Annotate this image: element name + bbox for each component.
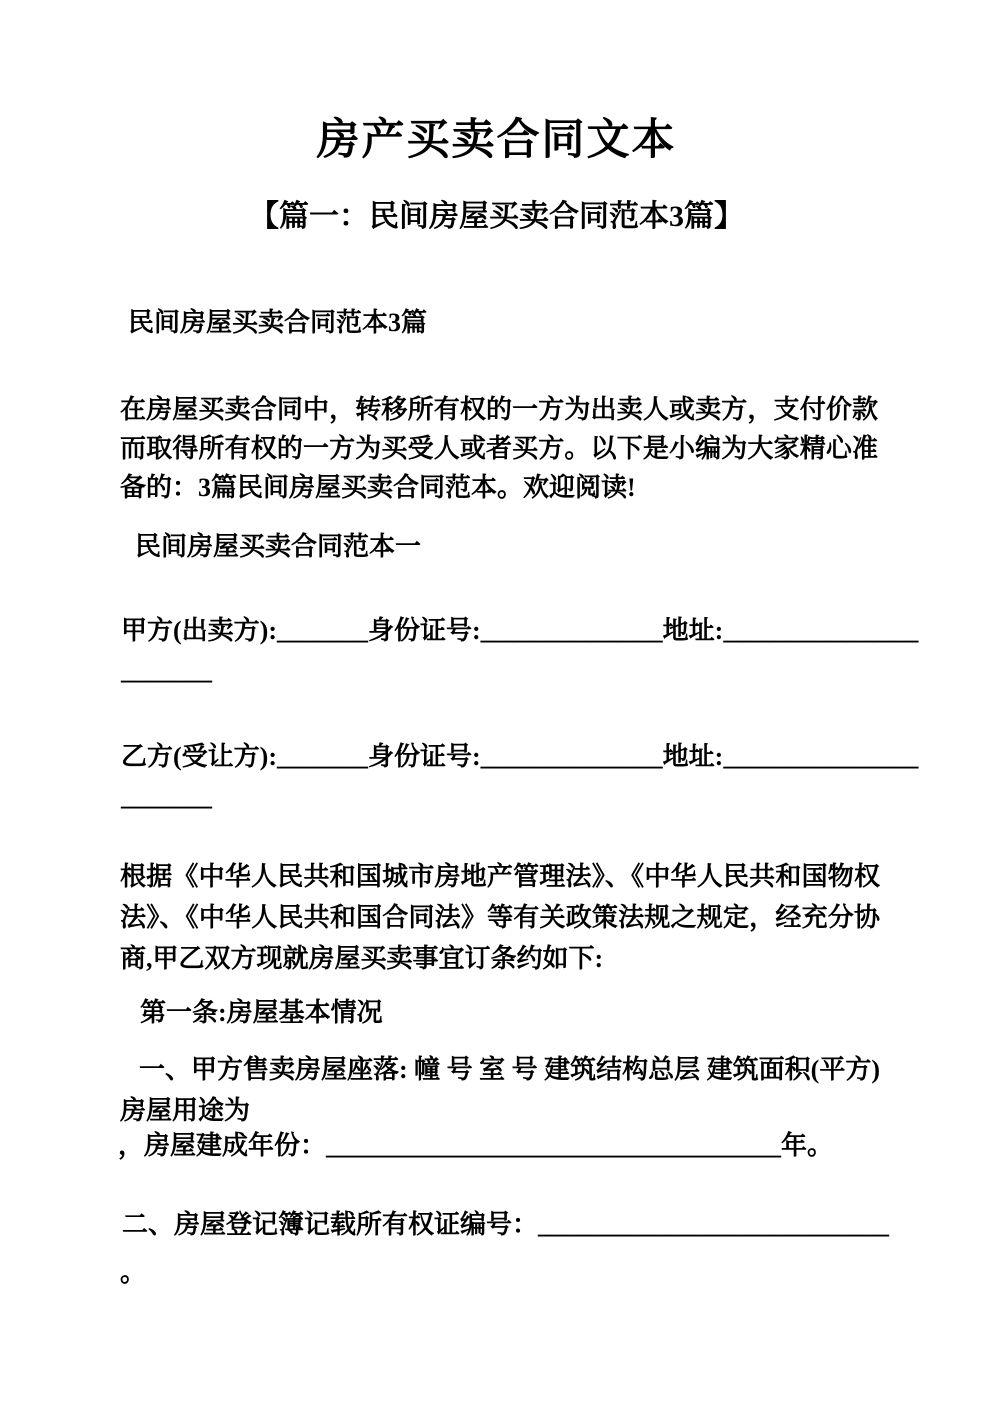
party-b-blank-continuation-row <box>121 777 918 817</box>
legal-basis-paragraph: 根据《中华人民共和国城市房地产管理法》、《中华人民共和国物权法》、《中华人民共和国合同法》等有关政策法规之规定，经充分协商,甲乙双方现就房屋买卖事宜订条约如下: <box>120 862 880 973</box>
party-b-id-blank-line: ______________ <box>480 742 663 771</box>
year-built-label: ，房屋建成年份： <box>118 1131 327 1160</box>
year-built-blank-line: ___________________________________ <box>326 1131 782 1160</box>
party-a-id-blank-line: ______________ <box>480 616 663 645</box>
subheading-fanben-1: 民间房屋买卖合同范本一 <box>135 532 422 561</box>
party-b-address-blank-line: _______________ <box>723 742 919 771</box>
party-b-row <box>121 737 918 777</box>
clause-1-line-2: 房屋用途为 <box>120 1096 251 1125</box>
party-a-id-label: 身份证号: <box>367 616 481 645</box>
year-built-suffix: 年。 <box>781 1131 834 1160</box>
clause-2-trailing-period: 。 <box>120 1258 147 1287</box>
clause-1-year-row <box>118 1126 833 1166</box>
document-title: 房产买卖合同文本 <box>316 117 677 164</box>
party-a-label: 甲方(出卖方): <box>121 616 277 645</box>
certificate-number-label: 二、房屋登记簿记载所有权证编号： <box>122 1210 539 1239</box>
party-a-address-blank-line: _______________ <box>723 616 919 645</box>
party-a-continuation-blank-line: _______ <box>121 656 212 685</box>
clause-2-row <box>122 1205 889 1245</box>
party-b-name-blank-line: _______ <box>276 742 368 771</box>
section-1-heading: 【篇一：民间房屋买卖合同范本3篇】 <box>249 200 744 233</box>
certificate-number-blank-line: ___________________________ <box>538 1210 890 1239</box>
intro-paragraph: 在房屋买卖合同中，转移所有权的一方为出卖人或卖方，支付价款而取得所有权的一方为买受人或者买方。以下是小编为大家精心准备的：3篇民间房屋买卖合同范本。欢迎阅读! <box>120 395 878 502</box>
party-a-block <box>121 611 918 691</box>
party-a-row <box>121 611 918 651</box>
party-b-id-label: 身份证号: <box>367 742 481 771</box>
party-b-label: 乙方(受让方): <box>121 742 277 771</box>
party-b-address-label: 地址: <box>662 742 724 771</box>
article-1-heading: 第一条:房屋基本情况 <box>140 998 383 1027</box>
subheading-fanben-3pian: 民间房屋买卖合同范本3篇 <box>128 308 428 337</box>
party-a-address-label: 地址: <box>662 616 724 645</box>
clause-1-line-1: 一、甲方售卖房屋座落: 幢 号 室 号 建筑结构总层 建筑面积(平方) <box>139 1055 880 1084</box>
party-a-blank-continuation-row <box>121 651 918 691</box>
party-a-name-blank-line: _______ <box>276 616 368 645</box>
party-b-block <box>121 737 918 817</box>
party-b-continuation-blank-line: _______ <box>121 782 212 811</box>
